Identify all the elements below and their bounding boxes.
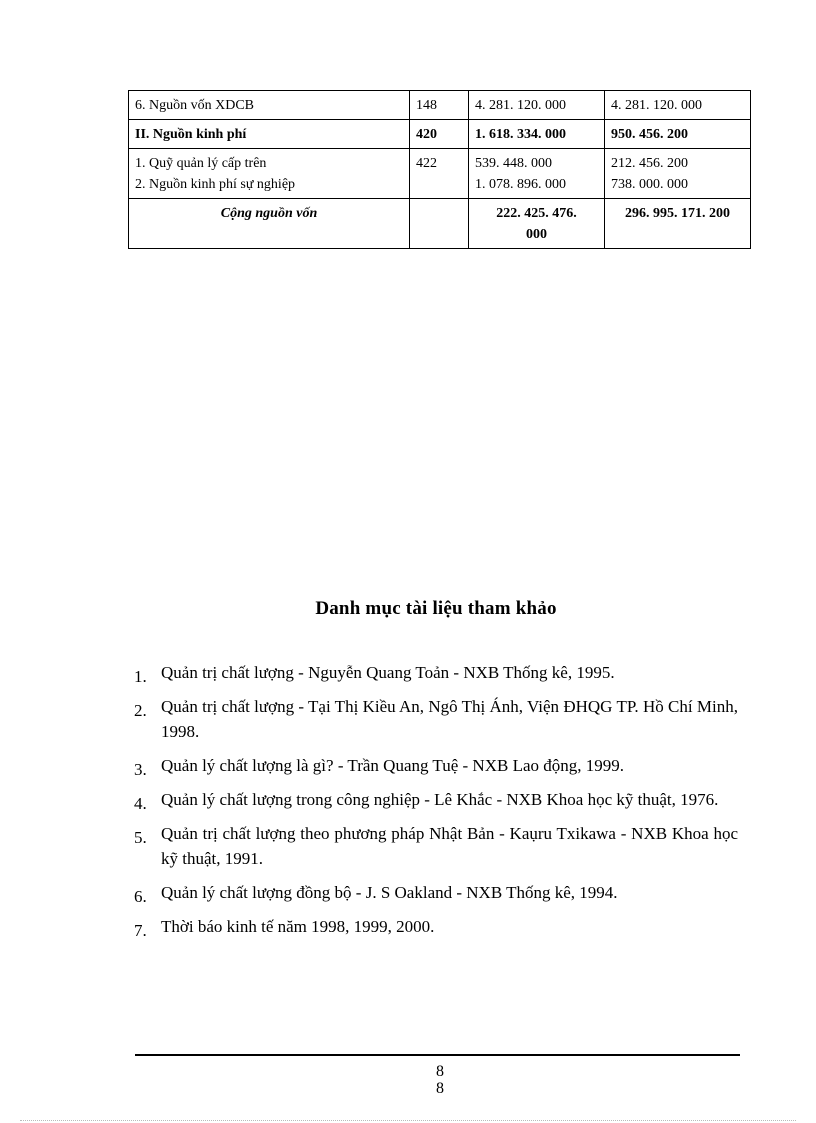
table-row — [129, 120, 751, 149]
reference-item — [134, 660, 738, 685]
reference-number: 5. — [134, 828, 147, 847]
funding-table — [128, 90, 751, 249]
row-value2-cell: 212. 456. 200 738. 000. 000 — [605, 149, 751, 199]
row-code-cell: 420 — [410, 120, 469, 149]
reference-number: 3. — [134, 760, 147, 779]
row-name-cell: 1. Quỹ quản lý cấp trên 2. Nguồn kinh phí sự nghiệp — [129, 149, 410, 199]
reference-number: 1. — [134, 667, 147, 686]
page-number: 8 — [436, 1080, 444, 1097]
reference-text: Quản lý chất lượng đồng bộ - J. S Oakland - NXB Thống kê, 1994. — [161, 883, 618, 902]
row-code-cell: 148 — [410, 91, 469, 120]
references-list — [134, 660, 738, 948]
table-row — [129, 91, 751, 120]
row-name-cell: II. Nguồn kinh phí — [129, 120, 410, 149]
table-row — [129, 149, 751, 199]
reference-item — [134, 821, 738, 871]
total-label-cell: Cộng nguồn vốn — [129, 199, 410, 249]
row-code-cell: 422 — [410, 149, 469, 199]
row-value2-cell: 4. 281. 120. 000 — [605, 91, 751, 120]
reference-number: 4. — [134, 794, 147, 813]
reference-text: Quản trị chất lượng - Tại Thị Kiều An, Ngô Thị Ánh, Viện ĐHQG TP. Hồ Chí Minh, 1998. — [161, 697, 738, 741]
reference-text: Quản trị chất lượng theo phương pháp Nhật Bản - Kaụru Txikawa - NXB Khoa học kỹ thuật, 1991. — [161, 824, 738, 868]
reference-item — [134, 787, 738, 812]
reference-item — [134, 694, 738, 744]
footer-divider — [135, 1054, 740, 1056]
row-name-cell: 6. Nguồn vốn XDCB — [129, 91, 410, 120]
page-bottom-border — [20, 1120, 796, 1121]
reference-number: 7. — [134, 921, 147, 940]
total-value2-cell: 296. 995. 171. 200 — [605, 199, 751, 249]
reference-text: Quản lý chất lượng trong công nghiệp - Lê Khắc - NXB Khoa học kỹ thuật, 1976. — [161, 790, 719, 809]
row-value2-cell: 950. 456. 200 — [605, 120, 751, 149]
reference-text: Thời báo kinh tế năm 1998, 1999, 2000. — [161, 917, 435, 936]
reference-text: Quản trị chất lượng - Nguyễn Quang Toản - NXB Thống kê, 1995. — [161, 663, 615, 682]
reference-item — [134, 753, 738, 778]
total-code-cell — [410, 199, 469, 249]
reference-number: 2. — [134, 701, 147, 720]
references-title: Danh mục tài liệu tham khảo — [315, 598, 557, 619]
row-value1-cell: 4. 281. 120. 000 — [469, 91, 605, 120]
reference-item — [134, 880, 738, 905]
total-value1-cell: 222. 425. 476. 000 — [469, 199, 605, 249]
row-value1-cell: 1. 618. 334. 000 — [469, 120, 605, 149]
reference-number: 6. — [134, 887, 147, 906]
reference-item — [134, 914, 738, 939]
reference-text: Quản lý chất lượng là gì? - Trần Quang Tuệ - NXB Lao động, 1999. — [161, 756, 625, 775]
total-row — [129, 199, 751, 249]
row-value1-cell: 539. 448. 000 1. 078. 896. 000 — [469, 149, 605, 199]
page-number: 8 — [436, 1063, 444, 1080]
